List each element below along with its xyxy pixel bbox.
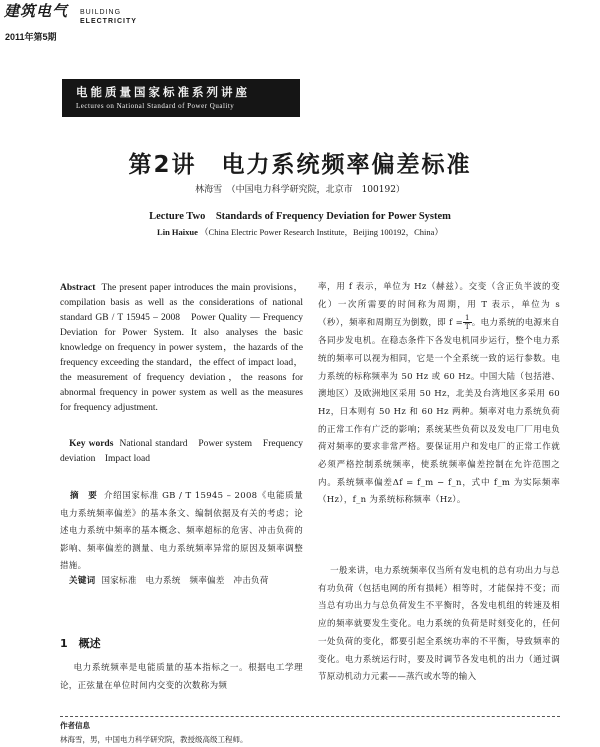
article-title-cn: 第2讲 电力系统频率偏差标准 xyxy=(128,152,472,178)
intro-left-text: 电力系统频率是电能质量的基本指标之一。根据电工学理论，正弦量在单位时间内交变的次数称为频 xyxy=(60,663,303,691)
author-en-affiliation: （China Electric Power Research Institute，Beijing 100192，China） xyxy=(200,227,443,237)
article-title-en: Lecture Two Standards of Frequency Deviation for Power System xyxy=(149,211,451,222)
abstract-en-text: The present paper introduces the main provisions，compilation basis as well as the considerations of national standard GB / T 15945 – 2008 Power Quality — Frequency Deviation for Power System. It also analyses the basic knowledge on frequency in power system，the hazards of the frequency exceeding the standard，the effect of impact load，the measurement of frequency deviation，the reasons for abnormal frequency in power system as well as the measures for frequency adjustment. xyxy=(60,283,304,413)
abstract-en xyxy=(60,281,303,416)
keywords-en-label: Key words xyxy=(69,439,114,449)
right-para1-a: 率，用 f 表示，单位为 Hz（赫兹）。交变（含正负半波的变化）一次所需要的时间称为周期，用 T 表示，单位为 s（秒），频率和周期互为倒数，即 f = xyxy=(318,282,560,329)
footnote-divider xyxy=(60,716,560,717)
abstract-cn xyxy=(60,488,312,576)
right-para2-text: 一般来讲，电力系统频率仅当所有发电机的总有功出力与总有功负荷（包括电网的所有损耗）相等时，才能保持不变；而当总有功出力与总负荷发生不平衡时，各发电机组的转速及相应的频率就要发生变化。电力系统的负荷是时刻变化的，任何一处负荷的变化，都要引起全系统功率的不平衡，导致频率的变化。电力系统运行时，要及时调节各发电机的出力（通过调节原动机动力元素——蒸汽或水等的输入 xyxy=(318,566,560,683)
author-info-text: 林海雪，男，中国电力科学研究院，教授级高级工程师。 xyxy=(60,735,248,744)
abstract-cn-text: 介绍国家标准 GB / T 15945 – 2008《电能质量 电力系统频率偏差》的基本条文、编制依据及有关的考虑；论述电力系统中频率的基本概念、频率超标的危害、冲击负荷的影响、频率偏差的测量、电力系统频率异常的原因及频率调整措施。 xyxy=(60,491,312,571)
author-en-name: Lin Haixue xyxy=(157,227,198,237)
fraction-numerator: 1 xyxy=(465,314,470,323)
keywords-en-text: National standard Power system Frequency deviation Impact load xyxy=(60,439,304,464)
right-column-paragraph-1 xyxy=(318,279,560,510)
section-heading: 1 概述 xyxy=(60,637,101,650)
issue-number: 2011年第5期 xyxy=(5,32,57,42)
journal-logo-cn: 建筑电气 xyxy=(4,2,69,20)
right-para1-b: 。电力系统的电源来自各同步发电机。在稳态条件下各发电机同步运行，整个电力系统的频率可以视为相同，它是一个全系统一致的运行参数。电力系统的标称频率为 50 Hz 或 60 Hz。中国大陆（包括港、澳地区）及欧洲地区采用 50 Hz，北美及台湾地区多采用 60 Hz，日本则有 50 Hz 和 60 Hz 两种。频率对电力系统负荷的正常工作有广泛的影响；系统某些负荷以及发电厂厂用电负荷对频率的要求非常严格。要保证用户和发电厂的正常工作就必须严格控制系统频率，使系统频率偏差控制在允许范围之内。系统频率偏差Δf = f_m − f_n，式中 f_m 为实际频率（Hz），f_n 为系统标称频率（Hz）。 xyxy=(318,318,560,506)
series-title-en: Lectures on National Standard of Power Quality xyxy=(76,102,235,110)
series-banner xyxy=(62,79,300,117)
abstract-cn-label: 摘 要 xyxy=(69,491,98,501)
fraction-denominator: T xyxy=(464,323,470,332)
author-info-label: 作者信息 xyxy=(60,721,90,730)
keywords-en xyxy=(60,437,303,467)
article-author-en xyxy=(0,226,600,238)
abstract-en-label: Abstract xyxy=(60,283,96,293)
reciprocal-fraction xyxy=(463,314,472,331)
right-column-paragraph-2 xyxy=(318,563,560,687)
article-author-cn: 林海雪 （中国电力科学研究院，北京市 100192） xyxy=(195,185,405,195)
keywords-cn-label: 关键词 xyxy=(69,576,96,586)
series-title-cn: 电能质量国家标准系列讲座 xyxy=(76,85,250,99)
section-intro-left xyxy=(60,660,303,695)
keywords-cn xyxy=(60,573,303,591)
journal-logo-en-line1: BUILDING xyxy=(80,9,122,16)
keywords-cn-text: 国家标准 电力系统 频率偏差 冲击负荷 xyxy=(101,576,269,586)
journal-logo-en-line2: ELECTRICITY xyxy=(80,18,137,25)
